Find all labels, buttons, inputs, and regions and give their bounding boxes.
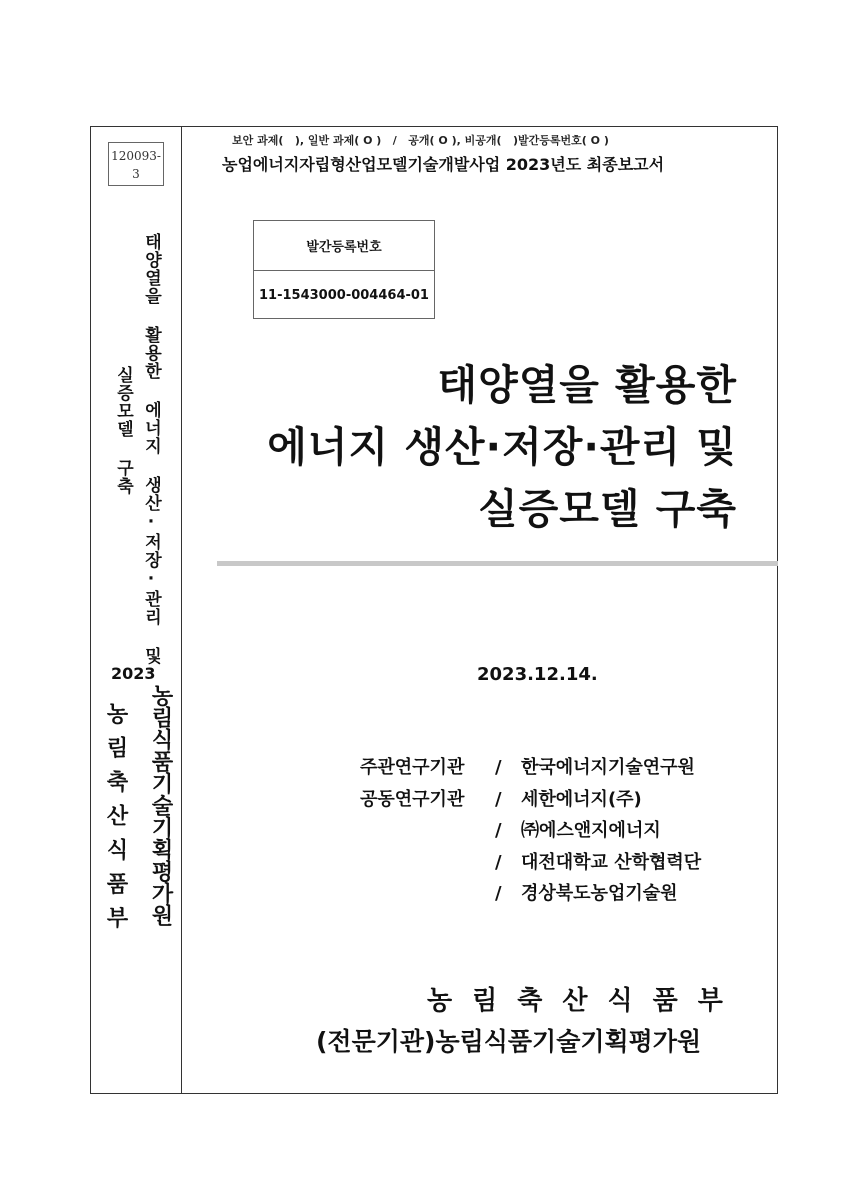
ministry-name: 농림축산식품부 <box>427 986 743 1016</box>
registration-label: 발간등록번호 <box>254 221 434 271</box>
co-institution-label: 공동연구기관 <box>360 788 465 810</box>
co-institution: 경상북도농업기술원 <box>521 883 678 904</box>
lead-institution-label: 주관연구기관 <box>360 757 465 778</box>
co-institution: 대전대학교 산학협력단 <box>521 851 702 873</box>
report-date: 2023.12.14. <box>477 664 598 685</box>
title-divider <box>217 561 778 566</box>
main-title-line2: 에너지 생산·저장·관리 및 <box>267 423 737 471</box>
spine-year: 2023 <box>111 664 156 683</box>
security-disclosure-line: 보안 과제( ), 일반 과제( O ) / 공개( O ), 비공개( )발간등록번호( O ) <box>232 134 609 147</box>
spine-ministry: 농림축산식품부 <box>103 702 128 940</box>
main-title <box>267 354 737 540</box>
institution-row <box>360 784 701 816</box>
spine-title-line1: 태양열을 활용한 에너지 생산·저장·관리 및 <box>141 233 161 665</box>
main-title-line3: 실증모델 구축 <box>478 485 737 533</box>
institution-row <box>360 815 701 847</box>
separator: / <box>495 883 502 904</box>
spine-divider <box>181 126 182 1094</box>
co-institution: ㈜에스앤지에너지 <box>521 820 661 841</box>
report-program-title: 농업에너지자립형산업모델기술개발사업 2023년도 최종보고서 <box>222 155 665 174</box>
separator: / <box>495 820 502 841</box>
lead-institution: 한국에너지기술연구원 <box>521 757 695 778</box>
spine-organization: 농림식품기술기획평가원 <box>148 684 173 926</box>
main-title-line1: 태양열을 활용한 <box>437 361 737 409</box>
separator: / <box>495 851 502 873</box>
institution-list <box>360 752 701 910</box>
institution-row <box>360 878 701 910</box>
institution-row <box>360 847 701 879</box>
separator: / <box>495 788 502 810</box>
document-id: 120093-3 <box>108 142 164 186</box>
registration-table <box>253 220 435 319</box>
registration-number: 11-1543000-004464-01 <box>259 288 429 303</box>
separator: / <box>495 757 502 778</box>
agency-name: (전문기관)농림식품기술기획평가원 <box>316 1027 702 1056</box>
spine-title-line2: 실증모델 구축 <box>113 366 133 495</box>
institution-row <box>360 752 701 784</box>
co-institution: 세한에너지(주) <box>521 788 642 810</box>
